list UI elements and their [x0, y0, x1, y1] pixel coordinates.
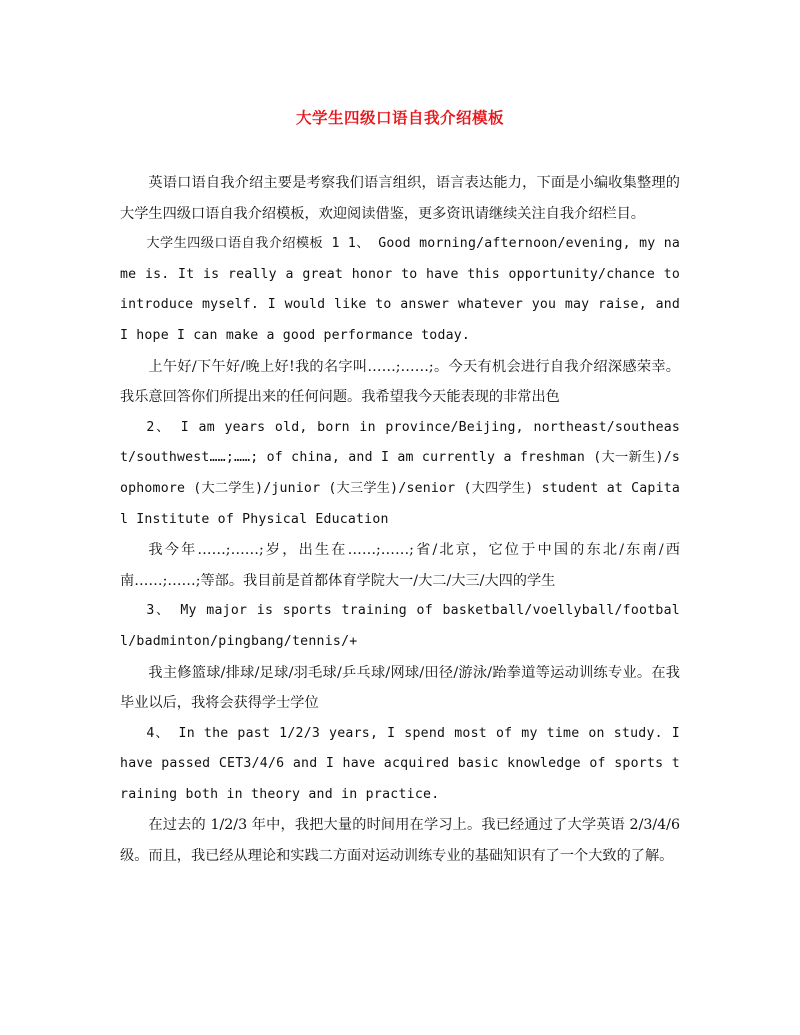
intro-paragraph: 英语口语自我介绍主要是考察我们语言组织，语言表达能力，下面是小编收集整理的大学生四级口语自我介绍模板，欢迎阅读借鉴，更多资讯请继续关注自我介绍栏目。	[120, 175, 680, 222]
item-2-chinese: 我今年……;……;岁，出生在……;……;省/北京，它位于中国的东北/东南/西南……;……;等部。我目前是首都体育学院大一/大二/大三/大四的学生	[120, 542, 680, 589]
item-1-chinese: 上午好/下午好/晚上好!我的名字叫……;……;。今天有机会进行自我介绍深感荣幸。我乐意回答你们所提出来的任何问题。我希望我今天能表现的非常出色	[120, 358, 680, 406]
template-1-item-1-english: 大学生四级口语自我介绍模板 1 1、 Good morning/afternoon/evening, my name is. It is really a great honor to have this opportunity/chance to introduce myself. I would like to answer whatever you may raise, and I hope I can make a good performance today.	[120, 236, 680, 343]
item-4-chinese: 在过去的 1/2/3 年中，我把大量的时间用在学习上。我已经通过了大学英语 2/3/4/6 级。而且，我已经从理论和实践二方面对运动训练专业的基础知识有了一个大致的了解。	[120, 817, 680, 865]
item-3-chinese: 我主修篮球/排球/足球/羽毛球/乒乓球/网球/田径/游泳/跆拳道等运动训练专业。在我毕业以后，我将会获得学士学位	[120, 664, 680, 712]
item-2-english: 2、 I am years old, born in province/Beijing, northeast/southeast/southwest……;……; of china, and I am currently a freshman (大一新生)/sophomore (大二学生)/junior (大三学生)/senior (大四学生) student at Capital Institute of Physical Education	[120, 419, 680, 527]
document-title: 大学生四级口语自我介绍模板	[295, 108, 504, 127]
item-4-english: 4、 In the past 1/2/3 years, I spend most of my time on study. I have passed CET3/4/6 and I have acquired basic knowledge of sports training both in theory and in practice.	[120, 725, 680, 802]
document-body	[120, 168, 680, 872]
item-3-english: 3、 My major is sports training of basketball/voellyball/football/badminton/pingbang/tennis/+	[120, 603, 680, 649]
